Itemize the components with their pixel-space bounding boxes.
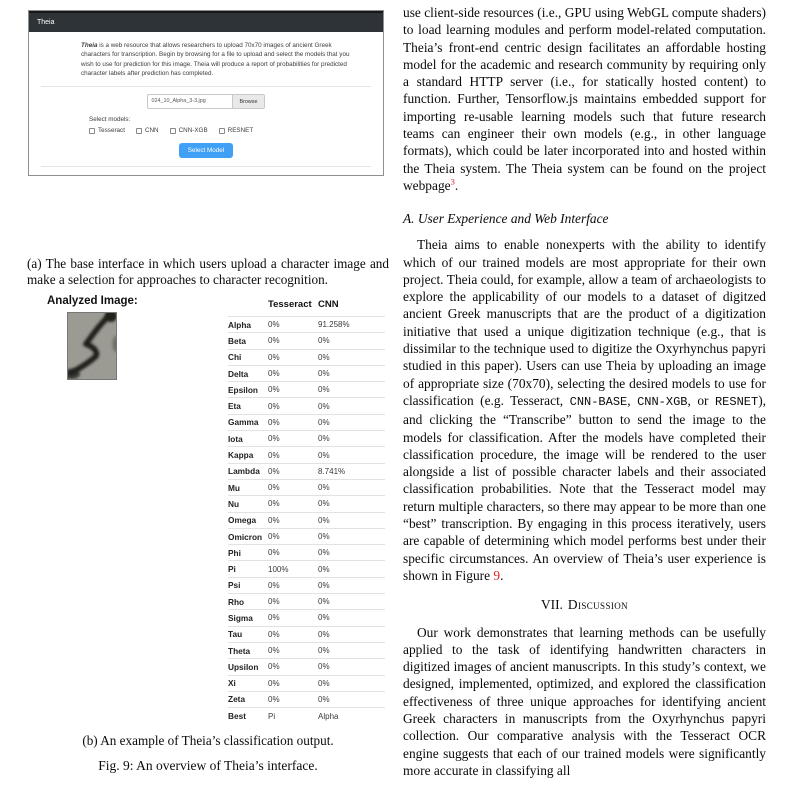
row-label: Kappa — [228, 450, 254, 461]
cell-cnn: 0% — [318, 352, 330, 362]
column-header-cnn: CNN — [318, 299, 339, 310]
divider — [41, 86, 371, 87]
checkbox-icon — [136, 128, 142, 134]
table-row — [228, 675, 385, 691]
row-label: Zeta — [228, 694, 246, 705]
cell-cnn: 0% — [318, 515, 330, 525]
select-models-label: Select models: — [89, 116, 131, 124]
checkbox-cnn[interactable] — [136, 127, 159, 134]
cell-tesseract: 0% — [268, 629, 280, 639]
cell-tesseract: 0% — [268, 417, 280, 427]
checkbox-resnet[interactable] — [219, 127, 254, 134]
cell-cnn: 91.258% — [318, 320, 350, 330]
checkbox-label: CNN — [144, 127, 159, 135]
row-label: Gamma — [228, 417, 259, 428]
table-row — [228, 626, 385, 642]
model-checkbox-row — [89, 127, 383, 134]
article-column — [403, 4, 766, 779]
body-text: ), and clicking the “Transcribe” button to send the image to the models for classification. After the models have completed their classification procedure, the image will be rendered to the user alongside a list of possible character labels and their associated classification probabilities. Note that the Tesseract model may return multiple characters, so there may appear to be more than one “best” transcription. By engaging in this process iteratively, users are capable of determining which model performs best under their specific circumstances. An overview of Theia’s user experience is shown in Figure — [403, 392, 766, 583]
browse-button[interactable]: Browse — [233, 94, 266, 109]
table-row — [228, 708, 385, 724]
theia-window-title: Theia — [37, 19, 55, 26]
theia-description-lead: Theia — [81, 42, 98, 49]
row-label: Alpha — [228, 319, 252, 330]
cell-tesseract: 0% — [268, 499, 280, 509]
row-label: Rho — [228, 596, 245, 607]
analyzed-character-image — [67, 312, 117, 380]
table-row — [228, 447, 385, 463]
theia-window-header — [29, 11, 383, 32]
select-model-button[interactable]: Select Model — [179, 143, 233, 158]
cell-tesseract: 0% — [268, 646, 280, 656]
table-row — [228, 561, 385, 577]
cell-tesseract: 100% — [268, 564, 289, 574]
cell-tesseract: 0% — [268, 466, 280, 476]
cell-cnn: 0% — [318, 385, 330, 395]
cell-tesseract: 0% — [268, 483, 280, 493]
table-row — [228, 382, 385, 398]
table-row — [228, 610, 385, 626]
file-input[interactable]: 024_10_Alpha_3-3.jpg — [147, 94, 233, 109]
cell-cnn: 0% — [318, 369, 330, 379]
results-table — [228, 294, 385, 724]
table-row — [228, 496, 385, 512]
cell-tesseract: 0% — [268, 678, 280, 688]
table-row — [228, 577, 385, 593]
row-label: Eta — [228, 401, 241, 412]
cell-cnn: 0% — [318, 532, 330, 541]
row-label: Chi — [228, 352, 242, 363]
row-label: Pi — [228, 564, 236, 575]
table-row — [228, 528, 385, 544]
row-label: Upsilon — [228, 661, 259, 672]
cell-tesseract: 0% — [268, 597, 280, 607]
results-table-header-row — [228, 294, 385, 317]
paragraph-user-experience — [403, 236, 766, 584]
theia-description — [81, 41, 355, 78]
row-label: Omicron — [228, 531, 263, 542]
row-label: Beta — [228, 335, 246, 346]
ref-sup-text[interactable]: 3 — [450, 176, 455, 187]
row-label: Lambda — [228, 466, 260, 477]
table-row — [228, 365, 385, 381]
row-label: Phi — [228, 547, 241, 558]
row-label: Best — [228, 711, 246, 722]
table-row — [228, 414, 385, 430]
cell-tesseract: 0% — [268, 434, 280, 444]
body-text: . — [500, 567, 504, 583]
file-upload-group — [29, 94, 383, 109]
cell-tesseract: 0% — [268, 580, 280, 590]
checkbox-icon — [89, 128, 95, 134]
cell-cnn: 0% — [318, 646, 330, 656]
body-text: . — [454, 177, 459, 193]
table-row — [228, 479, 385, 495]
row-label: Tau — [228, 629, 243, 640]
cell-cnn: 0% — [318, 434, 330, 444]
row-label: Nu — [228, 498, 240, 509]
body-text: Theia aims to enable nonexperts with the ability to identify which of our trained models are most appropriate for their own project. Theia could, for example, allow a team of archaeologists to explore the applicability of our models to a dataset of digitzed ancient Greek manuscripts that are the product of a digitization initiative that used a unique digitization technique (e.g., that is dissimilar to the technique used to digitize the Oxyrhynchus papyri studied in this paper). Users can use Theia by uploading an image of appropriate size (70x70), selecting the desired models to use for classification (e.g. Tesseract, — [403, 237, 766, 408]
row-label: Omega — [228, 515, 257, 526]
cell-cnn: 0% — [318, 336, 330, 346]
cell-tesseract: 0% — [268, 336, 280, 346]
table-row — [228, 463, 385, 479]
cell-cnn: 0% — [318, 417, 330, 427]
row-label: Iota — [228, 433, 243, 444]
table-row — [228, 349, 385, 365]
row-label: Theta — [228, 645, 251, 656]
table-row — [228, 659, 385, 675]
checkbox-tesseract[interactable] — [89, 127, 125, 134]
cell-tesseract: 0% — [268, 662, 280, 672]
cell-cnn: 0% — [318, 450, 330, 460]
section-heading-discussion — [403, 596, 766, 613]
cell-cnn: 0% — [318, 662, 330, 672]
table-row — [228, 545, 385, 561]
body-text: use client-side resources (i.e., GPU using WebGL compute shaders) to load learning modules and perform model-related computation. Theia’s front-end centric design facilitates an affordable hosting model for the academic and research community by requiring only a standard HTTP server (i.e., for statically hosted content) to function. Further, Tensorflow.js maintains embedded support for importing re-usable learning models such that future research teams can engineer their own models (e.g., in other language formats), which could be later incorporated into and hosted within the Theia system. The Theia system can be found on the project webpage — [403, 5, 766, 193]
cell-cnn: Alpha — [318, 711, 339, 721]
row-label: Psi — [228, 580, 241, 591]
divider — [41, 166, 371, 167]
table-row — [228, 691, 385, 707]
subcaption-a: (a) The base interface in which users upload a character image and make a selection for approaches to character recognition. — [27, 256, 389, 287]
table-row — [228, 333, 385, 349]
ref-text[interactable]: 9 — [493, 567, 501, 583]
cell-cnn: 0% — [318, 401, 330, 411]
analyzed-image-label: Analyzed Image: — [47, 295, 138, 307]
table-row — [228, 642, 385, 658]
subcaption-b: (b) An example of Theia’s classification output. — [82, 733, 334, 748]
checkbox-label: RESNET — [227, 127, 254, 135]
cell-tesseract: Pi — [268, 711, 276, 721]
table-row — [228, 512, 385, 528]
cell-tesseract: 0% — [268, 385, 280, 395]
row-label: Mu — [228, 482, 240, 493]
cell-tesseract: 0% — [268, 369, 280, 379]
cell-tesseract: 0% — [268, 515, 280, 525]
cell-cnn: 0% — [318, 499, 330, 509]
cell-cnn: 0% — [318, 678, 330, 688]
body-text: , or — [687, 392, 715, 408]
cell-cnn: 0% — [318, 564, 330, 574]
table-row — [228, 594, 385, 610]
checkbox-icon — [170, 128, 176, 134]
cell-cnn: 0% — [318, 694, 330, 704]
cell-tesseract: 0% — [268, 320, 280, 330]
theia-screenshot — [28, 10, 384, 176]
paragraph-tensorflow — [403, 4, 766, 194]
section-number: VII. — [540, 597, 563, 613]
paragraph-discussion — [403, 624, 766, 780]
mono-text: CNN-XGB — [637, 394, 688, 409]
theia-window-body — [29, 41, 383, 167]
cell-cnn: 0% — [318, 548, 330, 558]
cell-tesseract: 0% — [268, 401, 280, 411]
figure-caption: Fig. 9: An overview of Theia’s interface. — [98, 758, 318, 773]
cell-tesseract: 0% — [268, 694, 280, 704]
cell-cnn: 0% — [318, 613, 330, 623]
cell-cnn: 0% — [318, 483, 330, 493]
cell-tesseract: 0% — [268, 352, 280, 362]
cell-cnn: 0% — [318, 597, 330, 607]
checkbox-icon — [219, 128, 225, 134]
checkbox-label: CNN-XGB — [178, 127, 208, 135]
column-header-tesseract: Tesseract — [268, 299, 312, 310]
table-row — [228, 431, 385, 447]
theia-description-text: is a web resource that allows researchers to upload 70x70 images of ancient Greek characters for transcription. Begin by browsing for a file to upload and select the models that you wish to use for prediction for this image. Theia will produce a report of probabilities for predicted character labels after prediction has completed. — [81, 42, 350, 77]
row-label: Sigma — [228, 612, 253, 623]
body-text: Our work demonstrates that learning methods can be usefully applied to the task of identifying handwritten characters in digitized images of ancient manuscripts. In this study’s context, we designed, implemented, optimized, and explored the classification effectiveness of three unique approaches for identifying ancient Greek characters in manuscripts from the Oxyrhynchus papyri collection. Our comparative analysis with the Tesseract OCR engine suggests that each of our trained models were significantly more accurate in classifying all — [403, 624, 766, 778]
checkbox-cnn-xgb[interactable] — [170, 127, 208, 134]
results-table-body — [228, 317, 385, 724]
cell-tesseract: 0% — [268, 613, 280, 623]
cell-cnn: 8.741% — [318, 466, 346, 476]
section-heading-a: A. User Experience and Web Interface — [403, 211, 609, 227]
table-row — [228, 398, 385, 414]
cell-cnn: 0% — [318, 580, 330, 590]
checkbox-label: Tesseract — [98, 127, 125, 135]
corner-cell — [228, 294, 268, 317]
section-title: Discussion — [567, 597, 629, 613]
body-text: , — [627, 392, 638, 408]
cell-tesseract: 0% — [268, 548, 280, 558]
row-label: Delta — [228, 368, 249, 379]
row-label: Epsilon — [228, 384, 258, 395]
cell-cnn: 0% — [318, 629, 330, 639]
row-label: Xi — [228, 678, 236, 689]
cell-tesseract: 0% — [268, 450, 280, 460]
mono-text: CNN-BASE — [569, 394, 628, 409]
greek-character-glyph — [68, 313, 116, 379]
cell-tesseract: 0% — [268, 532, 280, 541]
mono-text: RESNET — [714, 394, 759, 409]
table-row — [228, 317, 385, 333]
